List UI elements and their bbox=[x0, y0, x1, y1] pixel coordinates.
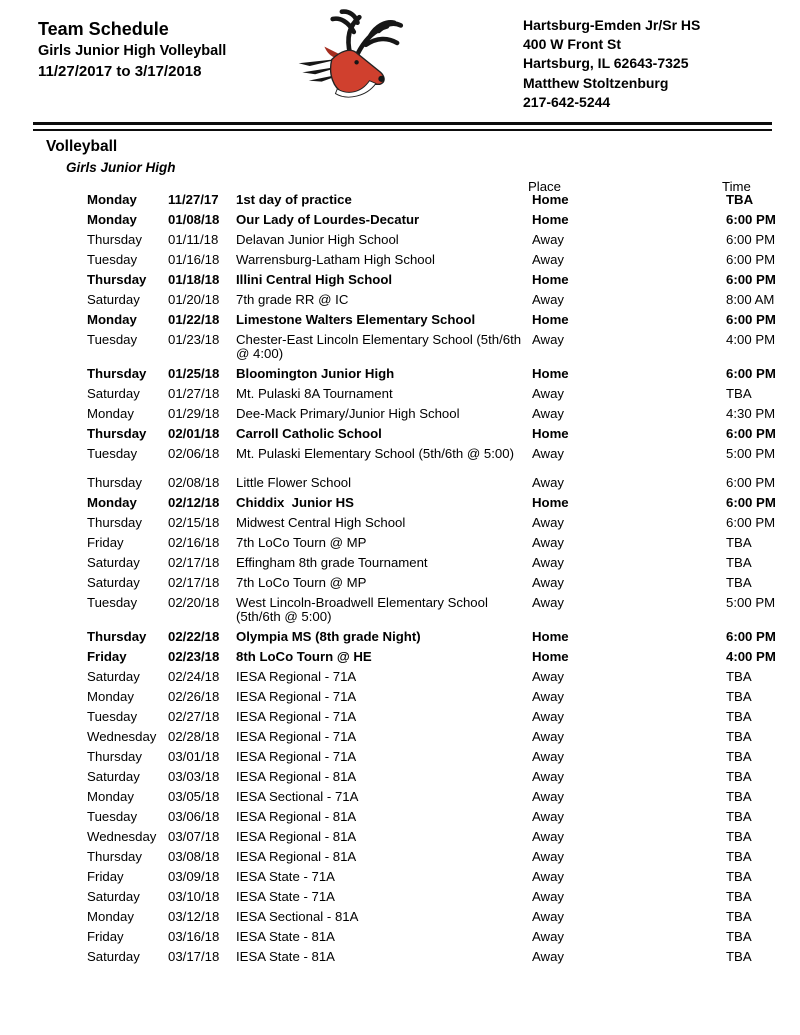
row-day: Monday bbox=[87, 789, 134, 804]
row-time: TBA bbox=[726, 709, 752, 724]
schedule-row bbox=[0, 333, 800, 361]
row-time: 6:00 PM bbox=[726, 312, 776, 327]
row-place: Away bbox=[532, 555, 565, 570]
row-day: Saturday bbox=[87, 949, 140, 964]
row-day: Wednesday bbox=[87, 829, 157, 844]
row-place: Home bbox=[532, 192, 569, 207]
row-opponent: IESA Regional - 71A bbox=[236, 709, 357, 724]
row-time: 4:00 PM bbox=[726, 332, 776, 347]
row-day: Tuesday bbox=[87, 446, 138, 461]
row-place: Home bbox=[532, 366, 569, 381]
schedule-rows bbox=[0, 193, 800, 970]
row-date: 03/07/18 bbox=[168, 829, 220, 844]
red-stag-mascot-icon bbox=[296, 8, 408, 100]
schedule-row bbox=[0, 890, 800, 904]
row-day: Monday bbox=[87, 212, 137, 227]
row-day: Tuesday bbox=[87, 252, 138, 267]
schedule-row bbox=[0, 950, 800, 964]
row-date: 03/03/18 bbox=[168, 769, 220, 784]
row-time: 6:00 PM bbox=[726, 212, 776, 227]
row-time: TBA bbox=[726, 575, 752, 590]
row-time: 6:00 PM bbox=[726, 475, 776, 490]
row-opponent: Chiddix Junior HS bbox=[236, 495, 354, 510]
team-subtitle: Girls Junior High Volleyball bbox=[38, 43, 227, 59]
row-opponent: Bloomington Junior High bbox=[236, 366, 395, 381]
schedule-row bbox=[0, 850, 800, 864]
row-time: TBA bbox=[726, 769, 752, 784]
row-opponent: Dee-Mack Primary/Junior High School bbox=[236, 406, 460, 421]
row-opponent: Our Lady of Lourdes-Decatur bbox=[236, 212, 420, 227]
row-opponent: Mt. Pulaski Elementary School (5th/6th @ 5:00) bbox=[236, 446, 514, 461]
row-time: 6:00 PM bbox=[726, 426, 776, 441]
schedule-row bbox=[0, 910, 800, 924]
row-day: Saturday bbox=[87, 769, 140, 784]
row-opponent: IESA Regional - 81A bbox=[236, 809, 357, 824]
schedule-row bbox=[0, 870, 800, 884]
row-day: Thursday bbox=[87, 366, 147, 381]
row-date: 01/27/18 bbox=[168, 386, 220, 401]
row-time: 6:00 PM bbox=[726, 366, 776, 381]
row-date: 02/28/18 bbox=[168, 729, 220, 744]
row-date: 02/01/18 bbox=[168, 426, 220, 441]
row-date: 02/06/18 bbox=[168, 446, 220, 461]
row-time: TBA bbox=[726, 669, 752, 684]
row-time: 6:00 PM bbox=[726, 252, 776, 267]
row-date: 03/10/18 bbox=[168, 889, 220, 904]
row-place: Away bbox=[532, 789, 565, 804]
row-opponent: Little Flower School bbox=[236, 475, 352, 490]
school-address-line1: 400 W Front St bbox=[523, 36, 622, 53]
row-day: Saturday bbox=[87, 575, 140, 590]
contact-phone: 217-642-5244 bbox=[523, 93, 611, 110]
row-time: TBA bbox=[726, 869, 752, 884]
row-opponent: 8th LoCo Tourn @ HE bbox=[236, 649, 372, 664]
row-day: Monday bbox=[87, 495, 137, 510]
row-date: 01/11/18 bbox=[168, 232, 219, 247]
row-date: 03/09/18 bbox=[168, 869, 220, 884]
row-place: Home bbox=[532, 272, 569, 287]
column-header-place: Place bbox=[528, 179, 561, 194]
row-time: TBA bbox=[726, 555, 752, 570]
school-name: Hartsburg-Emden Jr/Sr HS bbox=[523, 17, 701, 33]
schedule-row bbox=[0, 407, 800, 421]
row-time: TBA bbox=[726, 386, 752, 401]
row-opponent: West Lincoln-Broadwell Elementary School (5th/6th @ 5:00) bbox=[236, 595, 492, 624]
row-time: 4:00 PM bbox=[726, 649, 776, 664]
row-time: TBA bbox=[726, 689, 752, 704]
row-place: Away bbox=[532, 292, 565, 307]
row-place: Home bbox=[532, 495, 569, 510]
row-day: Tuesday bbox=[87, 709, 138, 724]
row-opponent: Limestone Walters Elementary School bbox=[236, 312, 476, 327]
row-opponent: IESA Regional - 71A bbox=[236, 729, 357, 744]
row-opponent: IESA Regional - 71A bbox=[236, 669, 357, 684]
schedule-row bbox=[0, 690, 800, 704]
row-time: TBA bbox=[726, 749, 752, 764]
schedule-row bbox=[0, 930, 800, 944]
row-day: Friday bbox=[87, 649, 127, 664]
row-opponent: IESA State - 81A bbox=[236, 949, 335, 964]
row-opponent: Chester-East Lincoln Elementary School (5th/6th @ 4:00) bbox=[236, 332, 525, 361]
row-time: TBA bbox=[726, 809, 752, 824]
school-address-line2: Hartsburg, IL 62643-7325 bbox=[523, 55, 689, 72]
row-place: Away bbox=[532, 809, 565, 824]
row-opponent: IESA Sectional - 71A bbox=[236, 789, 359, 804]
row-opponent: IESA Regional - 81A bbox=[236, 769, 357, 784]
schedule-row bbox=[0, 630, 800, 644]
row-opponent: 7th LoCo Tourn @ MP bbox=[236, 535, 367, 550]
row-day: Saturday bbox=[87, 669, 140, 684]
row-time: TBA bbox=[726, 909, 752, 924]
row-time: TBA bbox=[726, 949, 752, 964]
season-date-range: 11/27/2017 to 3/17/2018 bbox=[38, 63, 202, 80]
row-time: TBA bbox=[726, 789, 752, 804]
row-place: Away bbox=[532, 515, 565, 530]
row-opponent: 7th LoCo Tourn @ MP bbox=[236, 575, 367, 590]
row-place: Away bbox=[532, 929, 565, 944]
row-day: Saturday bbox=[87, 386, 140, 401]
sport-heading: Volleyball bbox=[46, 138, 118, 155]
team-heading: Girls Junior High bbox=[66, 160, 176, 175]
row-opponent: Warrensburg-Latham High School bbox=[236, 252, 435, 267]
schedule-row bbox=[0, 596, 800, 624]
schedule-row bbox=[0, 770, 800, 784]
row-date: 02/16/18 bbox=[168, 535, 220, 550]
schedule-row bbox=[0, 830, 800, 844]
row-place: Away bbox=[532, 949, 565, 964]
row-place: Away bbox=[532, 769, 565, 784]
row-day: Thursday bbox=[87, 629, 147, 644]
row-day: Thursday bbox=[87, 515, 142, 530]
row-day: Thursday bbox=[87, 749, 142, 764]
row-date: 02/08/18 bbox=[168, 475, 220, 490]
schedule-row bbox=[0, 670, 800, 684]
schedule-row bbox=[0, 193, 800, 207]
row-date: 02/22/18 bbox=[168, 629, 220, 644]
schedule-row bbox=[0, 710, 800, 724]
row-place: Away bbox=[532, 386, 565, 401]
header-divider bbox=[33, 122, 772, 131]
schedule-row bbox=[0, 556, 800, 570]
row-opponent: IESA Regional - 81A bbox=[236, 829, 357, 844]
row-opponent: 7th grade RR @ IC bbox=[236, 292, 349, 307]
row-opponent: Olympia MS (8th grade Night) bbox=[236, 629, 421, 644]
row-time: TBA bbox=[726, 729, 752, 744]
schedule-row bbox=[0, 387, 800, 401]
row-place: Away bbox=[532, 729, 565, 744]
row-day: Thursday bbox=[87, 272, 147, 287]
column-header-time: Time bbox=[722, 179, 751, 194]
schedule-row bbox=[0, 516, 800, 530]
row-date: 02/26/18 bbox=[168, 689, 220, 704]
page-title: Team Schedule bbox=[38, 19, 169, 39]
row-opponent: Effingham 8th grade Tournament bbox=[236, 555, 428, 570]
row-time: TBA bbox=[726, 192, 754, 207]
header-left-block bbox=[38, 18, 226, 81]
schedule-row bbox=[0, 213, 800, 227]
row-time: 4:30 PM bbox=[726, 406, 776, 421]
row-place: Away bbox=[532, 332, 565, 347]
schedule-row bbox=[0, 650, 800, 664]
row-place: Away bbox=[532, 749, 565, 764]
row-place: Away bbox=[532, 252, 565, 267]
row-date: 02/23/18 bbox=[168, 649, 220, 664]
row-opponent: IESA Regional - 81A bbox=[236, 849, 357, 864]
row-date: 01/23/18 bbox=[168, 332, 220, 347]
row-day: Thursday bbox=[87, 426, 147, 441]
row-opponent: 1st day of practice bbox=[236, 192, 352, 207]
schedule-row bbox=[0, 476, 800, 490]
row-day: Friday bbox=[87, 535, 124, 550]
row-place: Away bbox=[532, 575, 565, 590]
row-opponent: Carroll Catholic School bbox=[236, 426, 382, 441]
row-day: Saturday bbox=[87, 292, 140, 307]
schedule-row bbox=[0, 367, 800, 381]
schedule-row bbox=[0, 810, 800, 824]
row-opponent: Mt. Pulaski 8A Tournament bbox=[236, 386, 393, 401]
row-time: 6:00 PM bbox=[726, 272, 776, 287]
schedule-row bbox=[0, 536, 800, 550]
row-date: 01/08/18 bbox=[168, 212, 220, 227]
row-date: 03/05/18 bbox=[168, 789, 220, 804]
row-place: Home bbox=[532, 312, 569, 327]
row-time: 5:00 PM bbox=[726, 595, 776, 610]
row-opponent: IESA Regional - 71A bbox=[236, 689, 357, 704]
row-time: TBA bbox=[726, 829, 752, 844]
row-day: Monday bbox=[87, 192, 137, 207]
contact-name: Matthew Stoltzenburg bbox=[523, 74, 669, 91]
row-day: Wednesday bbox=[87, 729, 157, 744]
schedule-row bbox=[0, 447, 800, 461]
schedule-row bbox=[0, 730, 800, 744]
row-time: TBA bbox=[726, 849, 752, 864]
row-date: 01/25/18 bbox=[168, 366, 220, 381]
schedule-row bbox=[0, 273, 800, 287]
row-time: 8:00 AM bbox=[726, 292, 775, 307]
row-day: Thursday bbox=[87, 849, 142, 864]
row-place: Away bbox=[532, 909, 565, 924]
row-date: 01/29/18 bbox=[168, 406, 220, 421]
schedule-row bbox=[0, 427, 800, 441]
row-date: 01/22/18 bbox=[168, 312, 220, 327]
row-day: Monday bbox=[87, 909, 134, 924]
row-day: Thursday bbox=[87, 475, 142, 490]
row-date: 03/08/18 bbox=[168, 849, 220, 864]
row-opponent: Delavan Junior High School bbox=[236, 232, 399, 247]
row-opponent: IESA State - 71A bbox=[236, 889, 335, 904]
row-place: Away bbox=[532, 889, 565, 904]
row-date: 03/17/18 bbox=[168, 949, 220, 964]
row-place: Away bbox=[532, 232, 565, 247]
row-date: 02/17/18 bbox=[168, 575, 220, 590]
schedule-row bbox=[0, 313, 800, 327]
row-opponent: IESA State - 81A bbox=[236, 929, 335, 944]
row-date: 01/18/18 bbox=[168, 272, 220, 287]
row-day: Monday bbox=[87, 312, 137, 327]
row-time: 6:00 PM bbox=[726, 515, 776, 530]
row-day: Monday bbox=[87, 689, 134, 704]
row-place: Away bbox=[532, 595, 565, 610]
row-time: TBA bbox=[726, 535, 752, 550]
schedule-row bbox=[0, 496, 800, 510]
row-place: Away bbox=[532, 869, 565, 884]
row-place: Away bbox=[532, 446, 565, 461]
row-opponent: Illini Central High School bbox=[236, 272, 393, 287]
row-date: 03/16/18 bbox=[168, 929, 220, 944]
row-opponent: Midwest Central High School bbox=[236, 515, 406, 530]
row-date: 03/01/18 bbox=[168, 749, 220, 764]
row-place: Away bbox=[532, 849, 565, 864]
row-place: Home bbox=[532, 649, 569, 664]
row-time: TBA bbox=[726, 889, 752, 904]
row-day: Monday bbox=[87, 406, 134, 421]
row-date: 02/17/18 bbox=[168, 555, 220, 570]
row-day: Tuesday bbox=[87, 332, 138, 347]
row-time: TBA bbox=[726, 929, 752, 944]
row-place: Away bbox=[532, 475, 565, 490]
row-place: Away bbox=[532, 406, 565, 421]
row-day: Friday bbox=[87, 929, 124, 944]
row-day: Tuesday bbox=[87, 809, 138, 824]
row-place: Home bbox=[532, 426, 569, 441]
row-place: Away bbox=[532, 535, 565, 550]
row-date: 11/27/17 bbox=[168, 192, 219, 207]
row-time: 6:00 PM bbox=[726, 495, 776, 510]
schedule-row bbox=[0, 293, 800, 307]
row-date: 03/12/18 bbox=[168, 909, 220, 924]
schedule-row bbox=[0, 253, 800, 267]
row-time: 6:00 PM bbox=[726, 629, 776, 644]
row-date: 02/12/18 bbox=[168, 495, 220, 510]
row-date: 01/20/18 bbox=[168, 292, 220, 307]
row-day: Friday bbox=[87, 869, 124, 884]
row-time: 6:00 PM bbox=[726, 232, 776, 247]
schedule-row bbox=[0, 750, 800, 764]
schedule-row bbox=[0, 233, 800, 247]
row-day: Saturday bbox=[87, 889, 140, 904]
row-opponent: IESA Regional - 71A bbox=[236, 749, 357, 764]
row-date: 03/06/18 bbox=[168, 809, 220, 824]
schedule-row bbox=[0, 790, 800, 804]
row-place: Away bbox=[532, 829, 565, 844]
row-date: 01/16/18 bbox=[168, 252, 220, 267]
row-place: Home bbox=[532, 212, 569, 227]
row-day: Tuesday bbox=[87, 595, 138, 610]
row-day: Thursday bbox=[87, 232, 142, 247]
schedule-row bbox=[0, 576, 800, 590]
row-place: Home bbox=[532, 629, 569, 644]
row-date: 02/20/18 bbox=[168, 595, 220, 610]
row-time: 5:00 PM bbox=[726, 446, 776, 461]
row-place: Away bbox=[532, 669, 565, 684]
row-date: 02/27/18 bbox=[168, 709, 220, 724]
row-date: 02/15/18 bbox=[168, 515, 220, 530]
school-info-block bbox=[523, 16, 700, 112]
row-opponent: IESA Sectional - 81A bbox=[236, 909, 359, 924]
row-place: Away bbox=[532, 709, 565, 724]
row-date: 02/24/18 bbox=[168, 669, 220, 684]
row-day: Saturday bbox=[87, 555, 140, 570]
row-opponent: IESA State - 71A bbox=[236, 869, 335, 884]
row-place: Away bbox=[532, 689, 565, 704]
